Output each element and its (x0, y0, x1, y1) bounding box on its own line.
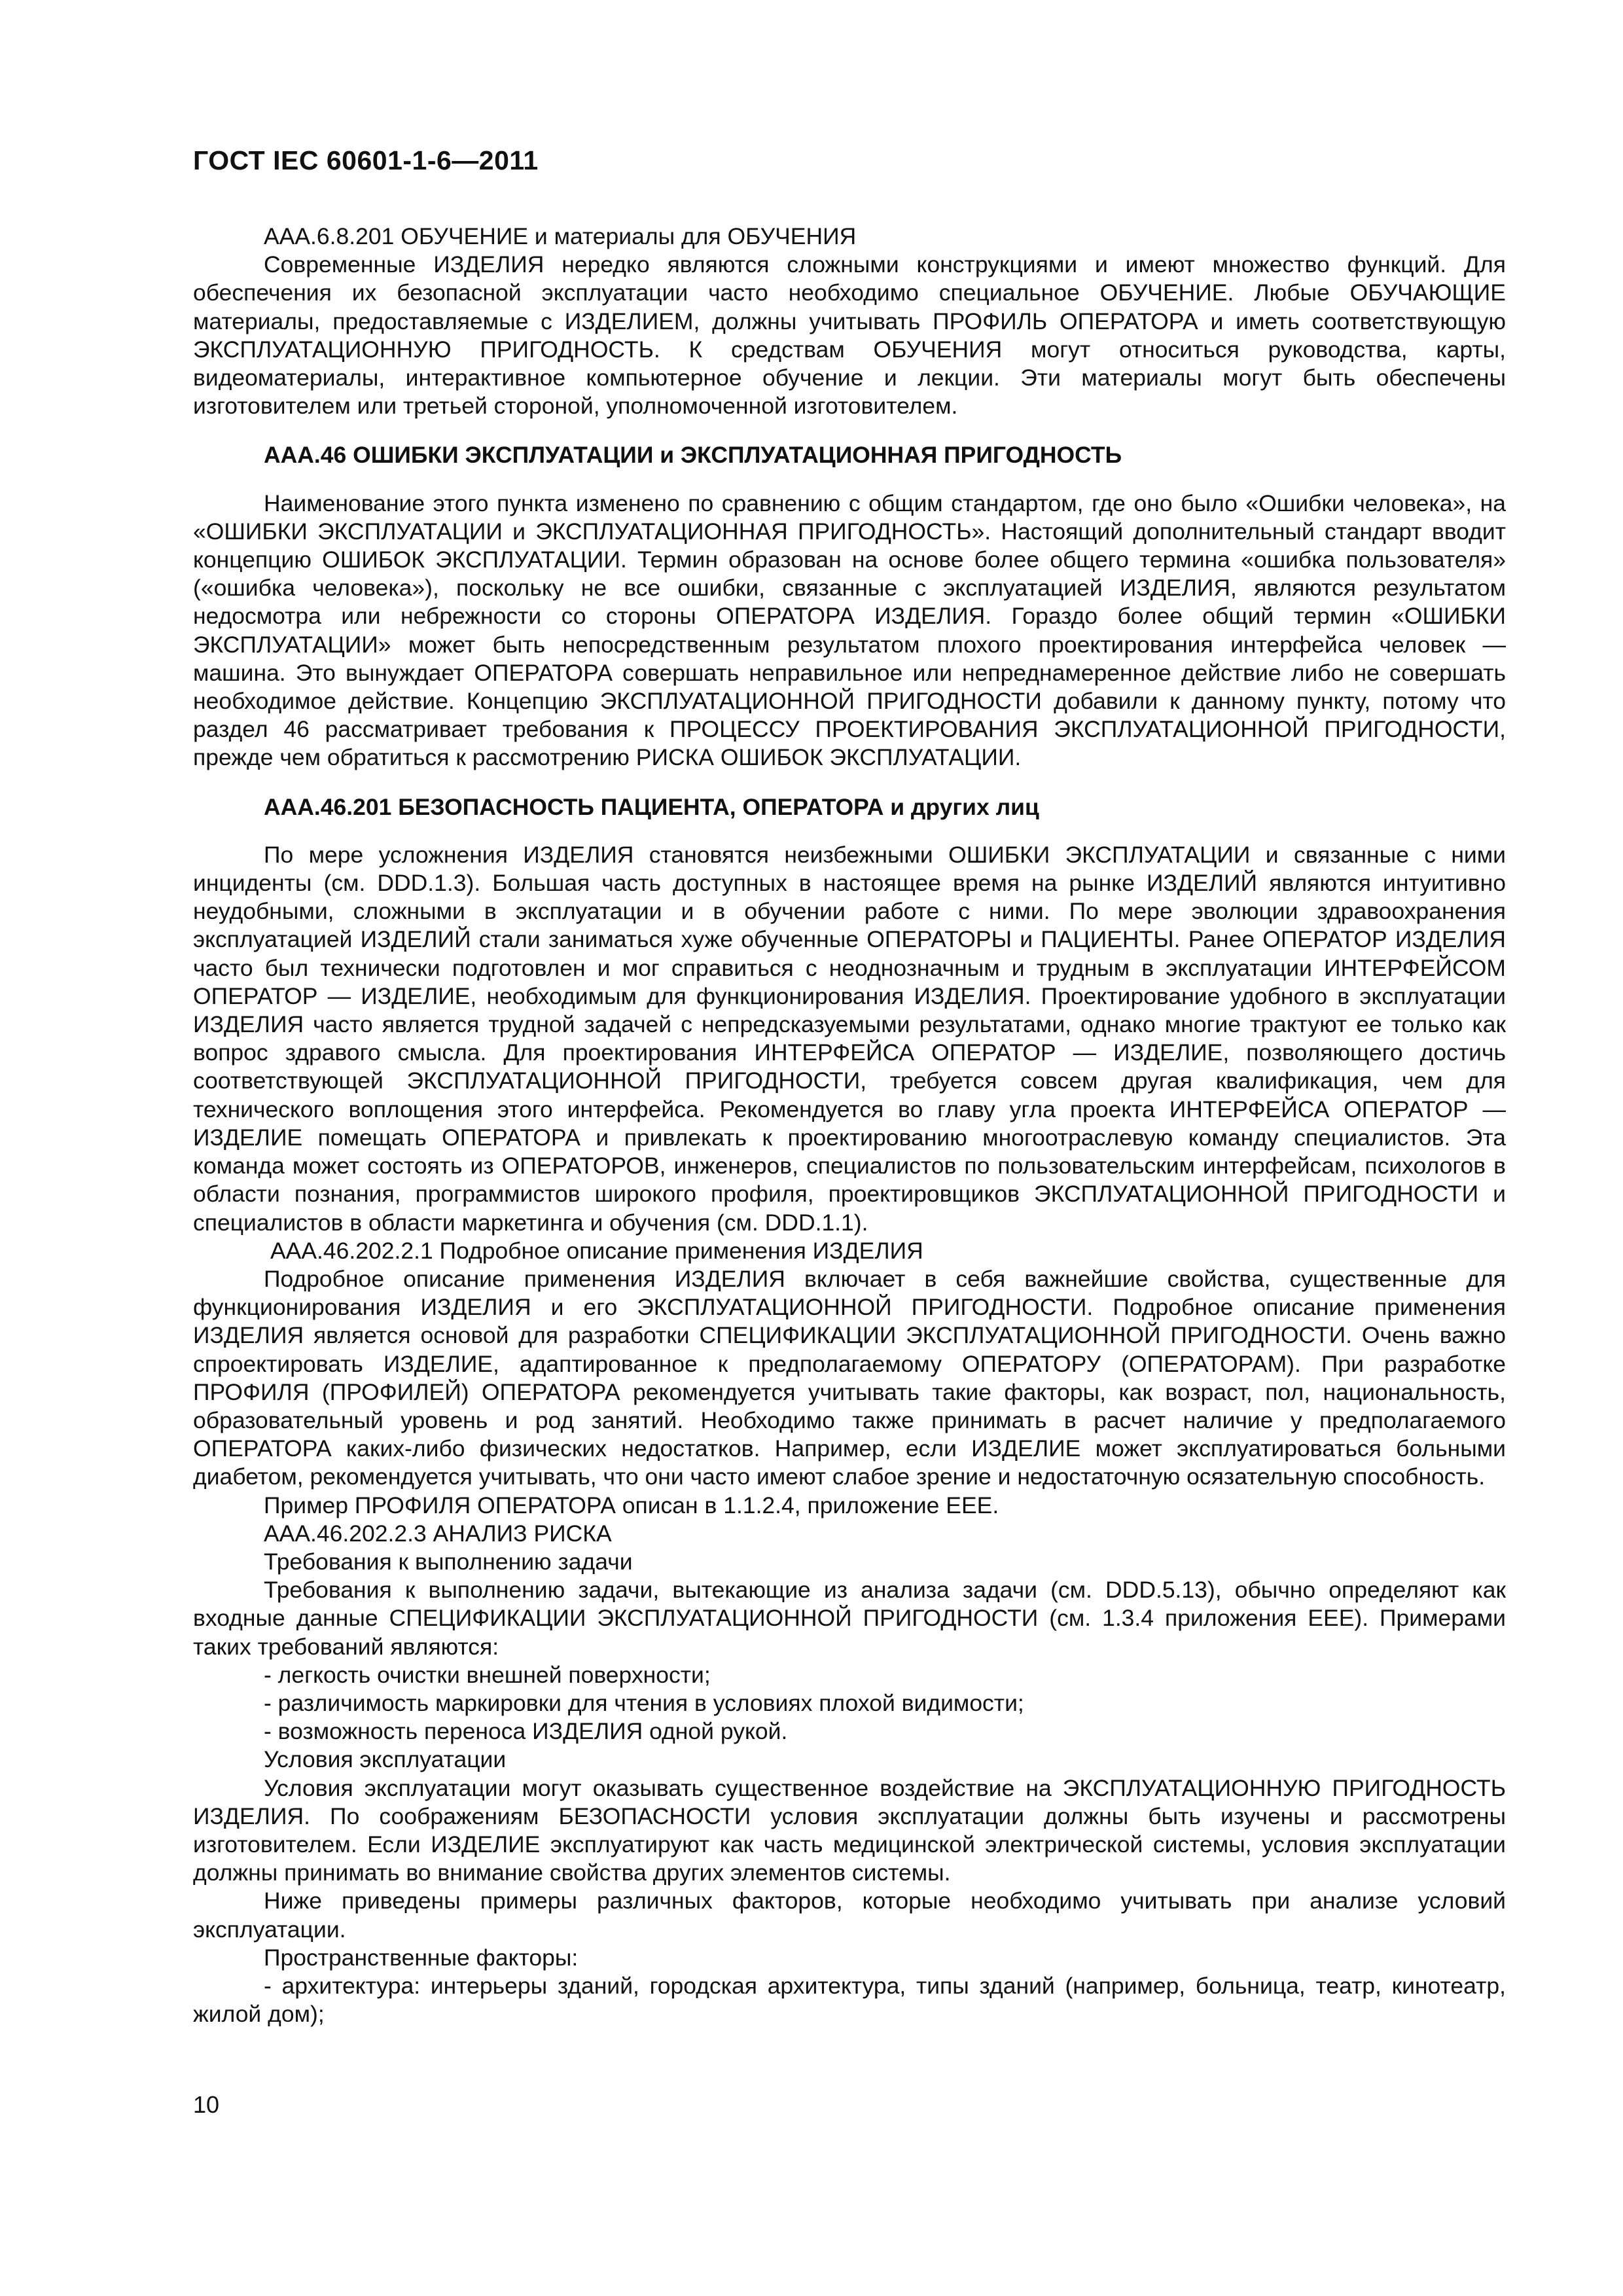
list-item: - архитектура: интерьеры зданий, городская архитектура, типы зданий (например, больница, театр, кинотеатр, жилой дом); (193, 1972, 1506, 2028)
body-paragraph: По мере усложнения ИЗДЕЛИЯ становятся неизбежными ОШИБКИ ЭКСПЛУАТАЦИИ и связанные с ними инциденты (см. DDD.1.3). Большая часть доступных в настоящее время на рынке ИЗДЕЛИЙ являются интуитивно неудобными, сложными в эксплуатации и в обучении работе с ними. По мере эволюции здравоохранения эксплуатацией ИЗДЕЛИЙ стали заниматься хуже обученные ОПЕРАТОРЫ и ПАЦИЕНТЫ. Ранее ОПЕРАТОР ИЗДЕЛИЯ часто был технически подготовлен и мог справиться с неоднозначным и трудным в эксплуатации ИНТЕРФЕЙСОМ ОПЕРАТОР — ИЗДЕЛИЕ, необходимым для функционирования ИЗДЕЛИЯ. Проектирование удобного в эксплуатации ИЗДЕЛИЯ часто является трудной задачей с непредсказуемыми результатами, однако многие трактуют ее только как вопрос здравого смысла. Для проектирования ИНТЕРФЕЙСА ОПЕРАТОР — ИЗДЕЛИЕ, позволяющего достичь соответствующей ЭКСПЛУАТАЦИОННОЙ ПРИГОДНОСТИ, требуется совсем другая квалификация, чем для технического воплощения этого интерфейса. Рекомендуется во главу угла проекта ИНТЕРФЕЙСА ОПЕРАТОР — ИЗДЕЛИЕ помещать ОПЕРАТОРА и привлекать к проектированию многоотраслевую команду специалистов. Эта команда может состоять из ОПЕРАТОРОВ, инженеров, специалистов по пользовательским интерфейсам, психологов в области познания, программистов широкого профиля, проектировщиков ЭКСПЛУАТАЦИОННОЙ ПРИГОДНОСТИ и специалистов в области маркетинга и обучения (см. DDD.1.1). (193, 841, 1506, 1236)
body-paragraph: Требования к выполнению задачи, вытекающие из анализа задачи (см. DDD.5.13), обычно определяют как входные данные СПЕЦИФИКАЦИИ ЭКСПЛУАТАЦИОННОЙ ПРИГОДНОСТИ (см. 1.3.4 приложения EEE). Примерами таких требований являются: (193, 1577, 1506, 1660)
section-heading: AAA.46.201 БЕЗОПАСНОСТЬ ПАЦИЕНТА, ОПЕРАТОРА и других лиц (264, 793, 1039, 820)
body-paragraph: Подробное описание применения ИЗДЕЛИЯ включает в себя важнейшие свойства, существенные для функционирования ИЗДЕЛИЯ и его ЭКСПЛУАТАЦИОННОЙ ПРИГОДНОСТИ. Подробное описание применения ИЗДЕЛИЯ является основой для разработки СПЕЦИФИКАЦИИ ЭКСПЛУАТАЦИОННОЙ ПРИГОДНОСТИ. Очень важно спроектировать ИЗДЕЛИЕ, адаптированное к предполагаемому ОПЕРАТОРУ (ОПЕРАТОРАМ). При разработке ПРОФИЛЯ (ПРОФИЛЕЙ) ОПЕРАТОРА рекомендуется учитывать такие факторы, как возраст, пол, национальность, образовательный уровень и род занятий. Необходимо также принимать в расчет наличие у предполагаемого ОПЕРАТОРА каких-либо физических недостатков. Например, если ИЗДЕЛИЕ может эксплуатироваться больными диабетом, рекомендуется учитывать, что они часто имеют слабое зрение и недостаточную осязательную способность. (193, 1265, 1506, 1490)
body-paragraph: Современные ИЗДЕЛИЯ нередко являются сложными конструкциями и имеют множество функций. Для обеспечения их безопасной эксплуатации часто необходимо специальное ОБУЧЕНИЕ. Любые ОБУЧАЮЩИЕ материалы, предоставляемые с ИЗДЕЛИЕМ, должны учитывать ПРОФИЛЬ ОПЕРАТОРА и иметь соответствующую ЭКСПЛУАТАЦИОННУЮ ПРИГОДНОСТЬ. К средствам ОБУЧЕНИЯ могут относиться руководства, карты, видеоматериалы, интерактивное компьютерное обучение и лекции. Эти материалы могут быть обеспечены изготовителем или третьей стороной, уполномоченной изготовителем. (193, 251, 1506, 420)
list-item: - возможность переноса ИЗДЕЛИЯ одной рукой. (264, 1718, 788, 1745)
clause-heading: AAA.46.202.2.1 Подробное описание применения ИЗДЕЛИЯ (270, 1237, 923, 1264)
list-item: - легкость очистки внешней поверхности; (264, 1661, 711, 1688)
document-code-header: ГОСТ IEC 60601-1-6—2011 (193, 145, 539, 175)
clause-heading: AAA.6.8.201 ОБУЧЕНИЕ и материалы для ОБУЧЕНИЯ (264, 223, 857, 249)
document-body (193, 223, 1506, 2028)
document-page (193, 0, 1506, 2296)
subheading: Условия эксплуатации (264, 1746, 507, 1773)
clause-heading: AAA.46.202.2.3 АНАЛИЗ РИСКА (264, 1520, 612, 1547)
list-item: - различимость маркировки для чтения в условиях плохой видимости; (264, 1689, 1024, 1716)
subheading: Требования к выполнению задачи (264, 1548, 633, 1575)
body-paragraph: Условия эксплуатации могут оказывать существенное воздействие на ЭКСПЛУАТАЦИОННУЮ ПРИГОДНОСТЬ ИЗДЕЛИЯ. По соображениям БЕЗОПАСНОСТИ условия эксплуатации должны быть изучены и рассмотрены изготовителем. Если ИЗДЕЛИЕ эксплуатируют как часть медицинской электрической системы, условия эксплуатации должны принимать во внимание свойства других элементов системы. (193, 1774, 1506, 1886)
body-paragraph: Наименование этого пункта изменено по сравнению с общим стандартом, где оно было «Ошибки человека», на «ОШИБКИ ЭКСПЛУАТАЦИИ и ЭКСПЛУАТАЦИОННАЯ ПРИГОДНОСТЬ». Настоящий дополнительный стандарт вводит концепцию ОШИБОК ЭКСПЛУАТАЦИИ. Термин образован на основе более общего термина «ошибка пользователя» («ошибка человека»), поскольку не все ошибки, связанные с эксплуатацией ИЗДЕЛИЯ, являются результатом недосмотра или небрежности со стороны ОПЕРАТОРА ИЗДЕЛИЯ. Гораздо более общий термин «ОШИБКИ ЭКСПЛУАТАЦИИ» может быть непосредственным результатом плохого проектирования интерфейса человек — машина. Это вынуждает ОПЕРАТОРА совершать неправильное или непреднамеренное действие либо не совершать необходимое действие. Концепцию ЭКСПЛУАТАЦИОННОЙ ПРИГОДНОСТИ добавили к данному пункту, потому что раздел 46 рассматривает требования к ПРОЦЕССУ ПРОЕКТИРОВАНИЯ ЭКСПЛУАТАЦИОННОЙ ПРИГОДНОСТИ, прежде чем обратиться к рассмотрению РИСКА ОШИБОК ЭКСПЛУАТАЦИИ. (193, 490, 1506, 771)
body-paragraph: Ниже приведены примеры различных факторов, которые необходимо учитывать при анализе условий эксплуатации. (193, 1888, 1506, 1943)
section-heading: AAA.46 ОШИБКИ ЭКСПЛУАТАЦИИ и ЭКСПЛУАТАЦИОННАЯ ПРИГОДНОСТЬ (264, 442, 1122, 469)
page-number: 10 (193, 2091, 220, 2118)
subheading: Пространственные факторы: (264, 1944, 579, 1971)
body-line: Пример ПРОФИЛЯ ОПЕРАТОРА описан в 1.1.2.4, приложение EEE. (264, 1492, 999, 1518)
